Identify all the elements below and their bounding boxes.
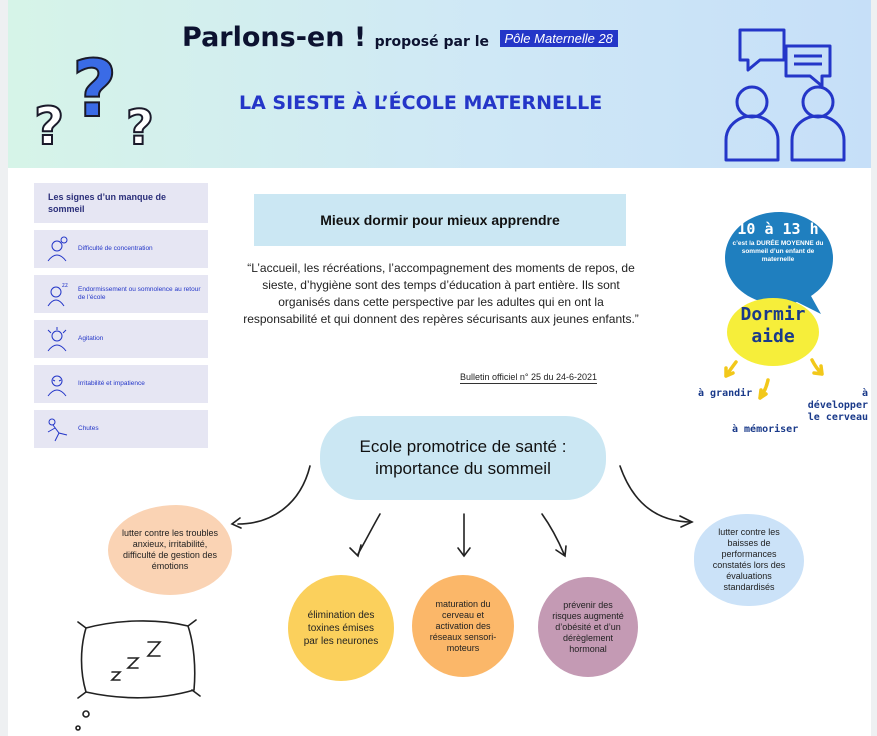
sleep-helps-title: Dormir aide — [740, 304, 806, 347]
sign-label: Difficulté de concentration — [78, 245, 153, 252]
pillow-sleep-icon — [72, 610, 202, 736]
sign-label: Irritabilité et impatience — [78, 380, 145, 387]
svg-text:zz: zz — [62, 283, 68, 289]
person-thinking-icon — [44, 236, 70, 262]
sign-item — [34, 320, 208, 358]
question-marks-icon — [32, 40, 182, 150]
title-proposed-by: proposé par le — [374, 34, 490, 50]
helps-memory-label: à mémoriser — [732, 424, 799, 435]
official-quote: “L’accueil, les récréations, l’accompagnement des moments de repos, de sieste, d’hygiène sont des temps d’éducation à part entière. Ils sont organisés dans cette perspective par les adultes qui en ont la responsabilité et qui donnent des repères sécurisants aux jeunes enfants.” — [243, 261, 639, 326]
sleep-deprivation-signs — [34, 183, 208, 448]
signs-heading: Les signes d’un manque de sommeil — [34, 183, 208, 223]
poster-title — [182, 22, 618, 53]
circle-brain-maturation — [412, 575, 514, 677]
sign-item — [34, 230, 208, 268]
helps-grow-label: à grandir — [698, 388, 753, 399]
circle-toxins-text: élimination des toxines émises par les neurones — [303, 609, 379, 647]
sign-label: Chutes — [78, 425, 99, 432]
svg-text:?: ? — [126, 100, 154, 150]
quote-heading: Mieux dormir pour mieux apprendre — [254, 194, 626, 246]
sign-item — [34, 275, 208, 313]
helps-brain-label: à développer le cerveau — [807, 388, 868, 423]
outcome-performance-blob — [694, 514, 804, 606]
header-banner — [8, 0, 871, 168]
circle-obesity-risk — [538, 577, 638, 677]
person-sleeping-icon — [44, 281, 70, 307]
outcome-anxiety-text: lutter contre les troubles anxieux, irritabilité, difficulté de gestion des émotions — [121, 528, 219, 571]
circle-brain-maturation-text: maturation du cerveau et activation des réseaux sensori-moteurs — [429, 598, 497, 653]
sign-item — [34, 365, 208, 403]
poster-subtitle: LA SIESTE À L’ÉCOLE MATERNELLE — [239, 92, 603, 114]
svg-text:?: ? — [72, 45, 118, 135]
outcome-anxiety-blob — [108, 505, 232, 595]
circle-toxins — [288, 575, 394, 681]
organisation-badge: Pôle Maternelle 28 — [500, 30, 618, 47]
outcome-performance-text: lutter contre les baisses de performances constatés lors des évaluations standardisés — [712, 527, 786, 592]
circle-obesity-risk-text: prévenir des risques augmenté d’obésité et d’un dérèglement hormonal — [552, 599, 624, 654]
people-talking-icon — [700, 22, 860, 162]
person-irritated-icon — [44, 371, 70, 397]
duration-info — [726, 220, 830, 264]
duration-hours: 10 à 13 h — [737, 220, 819, 238]
sign-label: Endormissement ou somnolence au retour de l’école — [78, 286, 201, 301]
poster — [8, 0, 871, 736]
person-agitated-icon — [44, 326, 70, 352]
sign-item — [34, 410, 208, 448]
central-topic: Ecole promotrice de santé : importance du sommeil — [320, 416, 606, 500]
person-falling-icon — [44, 416, 70, 442]
duration-description: c’est la DURÉE MOYENNE du sommeil d’un enfant de maternelle — [732, 240, 824, 263]
title-main: Parlons-en ! — [182, 22, 367, 53]
svg-text:?: ? — [34, 97, 65, 150]
sign-label: Agitation — [78, 335, 104, 342]
quote-source: Bulletin officiel n° 25 du 24-6-2021 — [460, 372, 598, 382]
